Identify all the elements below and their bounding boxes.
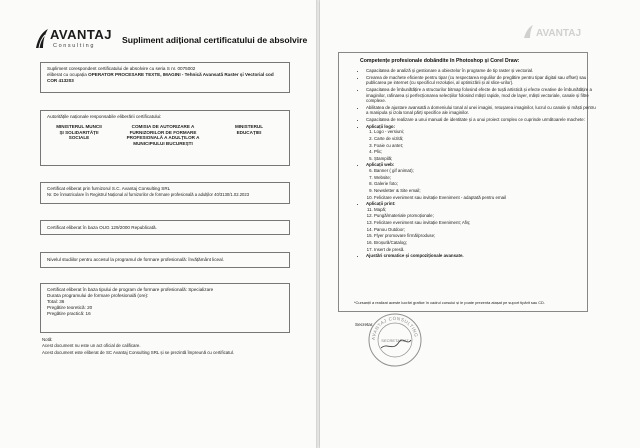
program-total: Total: 36 xyxy=(47,298,65,304)
program-practice: Pregătire practică: 16 xyxy=(47,310,91,316)
competence-item: • Capacitatea de analiză și gestionare a obiectelor în programe de tip raster și vectorial. xyxy=(366,68,596,74)
left-page xyxy=(0,0,317,448)
avantaj-logo xyxy=(34,26,116,56)
competence-item: • Abilitatea de ajustare avansată a domeniului tonal al unei imagini, retușarea imaginilor, lucrul cu canale și măști pentru a manipula și izola tonal părți specifice ale imaginilor. xyxy=(366,105,596,116)
group-web xyxy=(366,162,596,200)
program-duration: Durata programului de formare profesională (ore): xyxy=(47,292,149,298)
supplement-box xyxy=(40,62,290,93)
competence-item: • Crearea de machete eficiente pentru tipar (cu respectarea regulilor de pregătire pentru tipar digital sau offset) sau publicarea pe internet (cu specificul rezoluției, al optimizării și al slice-urilor). xyxy=(366,75,596,86)
occupation-prefix: eliberat cu ocupația xyxy=(47,71,87,77)
group-item: 17. Insert de presă. xyxy=(374,247,596,253)
basis-text: Certificat eliberat în baza OUG 129/2000 Republicată. xyxy=(47,225,157,230)
group-item: 5. Ștampilă; xyxy=(374,156,596,162)
competences-list xyxy=(356,68,596,260)
program-type: Certificat eliberat în baza tipului de program de formare profesională: Specializare xyxy=(47,287,214,292)
footnote xyxy=(42,337,292,356)
group-label: Aplicații web: xyxy=(366,162,395,168)
group-item: 12. Pungă/materiale promoționale; xyxy=(374,213,596,219)
footnote-line: Acest document este eliberat de SC Avantaj Consulting SRL și se prezintă împreună cu certificatul. xyxy=(42,349,235,355)
group-item: 16. Broșură/Catalog; xyxy=(374,240,596,246)
group-item: 3. Foaie cu antet; xyxy=(374,143,596,149)
group-item: 8. Galerie foto; xyxy=(374,181,596,187)
right-note: *Cursanții a realizat aceste lucrări grafice în cadrul cursului și le poate prezenta atașat pe suport tipărit sau CD. xyxy=(354,300,545,305)
group-item: 9. Newsletter & Site email; xyxy=(374,188,596,194)
program-theory: Pregătire teoretică: 20 xyxy=(47,304,93,310)
group-item: 6. Banner ( gif animat); xyxy=(374,168,596,174)
access-box xyxy=(40,252,290,268)
program-box xyxy=(40,283,290,333)
avantaj-logo-icon xyxy=(34,28,50,50)
footnote-label: Notă: xyxy=(42,337,53,342)
authorities-box xyxy=(40,110,290,166)
signature-label: Secretar, xyxy=(355,322,374,327)
document-title: Supliment adițional certificatului de absolvire xyxy=(122,35,308,45)
group-label: Aplicații print: xyxy=(366,201,396,207)
access-text: Nivelul studiilor pentru accesul la programul de formare profesională: învățământ liceal. xyxy=(47,257,224,262)
group-item: 14. Panou Outdoor; xyxy=(374,227,596,233)
group-item: 2. Carte de vizită; xyxy=(374,136,596,142)
group-label: Aplicații logo: xyxy=(366,123,396,129)
competence-closing: • Ajustări cromatice și compoziționale avansate. xyxy=(366,253,596,259)
competence-item: • Capacitatea de îmbunătățire a structurilor bitmap folosind efecte de tușă artistică și efecte creative de îmbunătățire a imaginilor, rafinarea și perfecționarea selecțiilor folosind măști rapide, mod de layer, măști vectoriale, canale și filtre complexe. xyxy=(366,87,596,104)
brand-subtitle: Consulting xyxy=(53,43,95,49)
group-item: 10. Felicitare eveniment sau invitație Eveniment - adaptată pentru email xyxy=(374,195,596,201)
brand-name: AVANTAJ xyxy=(50,27,112,42)
round-stamp xyxy=(367,312,423,368)
competences-title: Competențe profesionale dobândite în Photoshop și Corel Draw: xyxy=(360,58,520,64)
group-logo xyxy=(366,124,596,162)
provider-registration: Nr. De înmatriculare în Registrul Național al furnizorilor de formare profesională a adulților 40/3130/1.02.2023 xyxy=(47,191,250,197)
supplement-line: Supliment corespondent certificatului de absolvire cu seria S nr. 0075002 xyxy=(47,66,196,71)
group-item: 13. Felicitare eveniment sau invitație Eveniment; Afiș; xyxy=(374,220,596,226)
stamp-inner-text: SECRETARIAT xyxy=(381,338,409,343)
group-item: 1. Logo - versiuni; xyxy=(374,129,596,135)
group-item: 4. Plic; xyxy=(374,149,596,155)
group-print xyxy=(366,201,596,252)
authority-ministry-education: MINISTERUL EDUCAȚIEI xyxy=(234,123,264,135)
basis-box xyxy=(40,220,290,235)
footnote-line: Acest document nu este un act oficial de calificare. xyxy=(42,343,141,349)
group-item: 11. Mapă; xyxy=(374,207,596,213)
stamp-outer-text: AVANTAJ CONSULTING xyxy=(370,315,419,341)
group-item: 7. Website; xyxy=(374,175,596,181)
svg-text:AVANTAJ: AVANTAJ xyxy=(536,28,581,39)
faded-logo-icon xyxy=(520,24,600,40)
authorities-heading: Autoritățile naționale responsabile eliberării certificatului: xyxy=(47,114,162,119)
occupation-text: OPERATOR PROCESARE TEXTE, IMAGINI - Tehnică Avansată Raster și Vectorial cod COR 413203 xyxy=(47,71,274,83)
provider-line: Certificat eliberat prin furnizorul S.C. Avantaj Consulting SRL xyxy=(47,186,171,191)
group-item: 15. Flyer promovare firmă/produse; xyxy=(374,233,596,239)
provider-box xyxy=(40,182,290,204)
authority-commission: COMISIA DE AUTORIZARE A FURNIZORILOR DE FORMARE PROFESIONALĂ A ADULȚILOR A MUNICIPIULUI BUCUREȘTI xyxy=(126,123,200,147)
authority-ministry-labour: MINISTERUL MUNCII ȘI SOLIDARITĂȚII SOCIALE xyxy=(56,123,102,141)
competence-item: • Capacitatea de realizare a unui manual de identitate și a unui proiect complex ce cuprinde următoarele machete: xyxy=(366,117,596,123)
